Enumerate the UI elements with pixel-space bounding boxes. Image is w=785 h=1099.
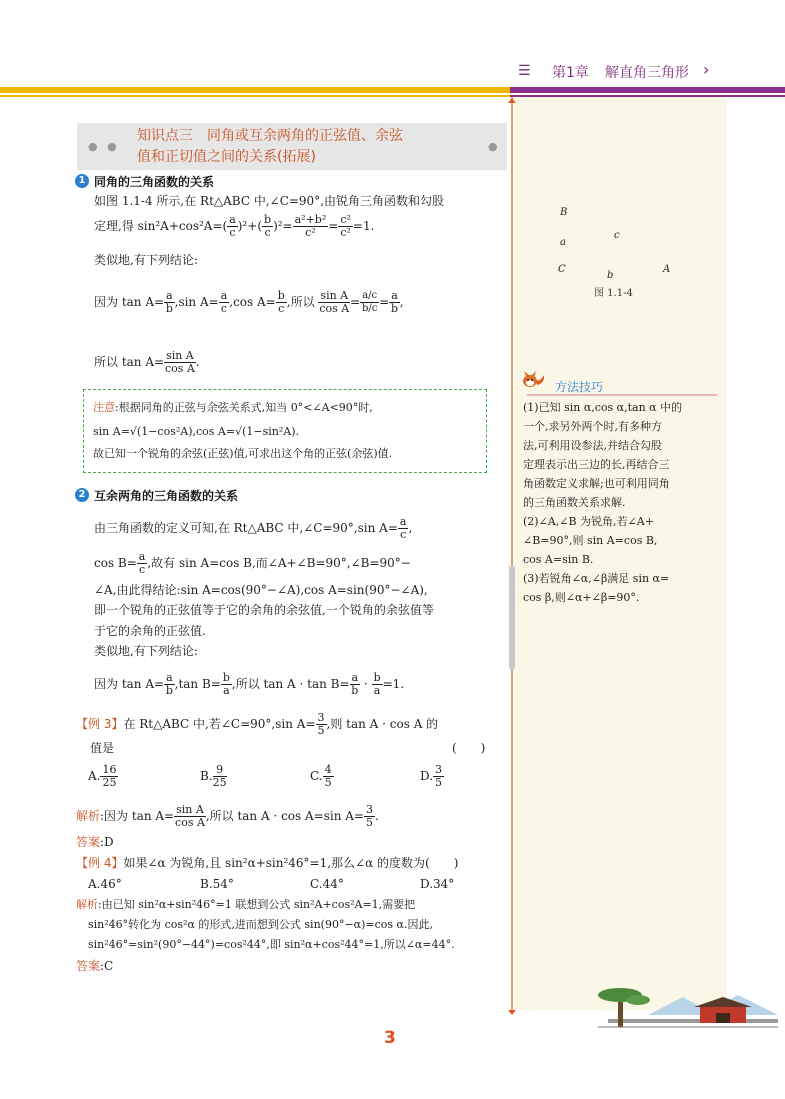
p2-tanA-label: 因为 tan A= [94, 677, 165, 691]
chapter-label: 第1章 [552, 65, 589, 81]
tips-line: 一个,求另外两个时,有多种方 [523, 420, 662, 433]
ex4-option-d[interactable]: D.34° [420, 877, 455, 891]
figure-label-b: b [607, 270, 614, 281]
part1-line4: 因为 tan A= $\frac{a}{b}$ ,sin A= $\frac{a}{c}$ ,cos A= $\frac{b}{c}$ ,所以 $\frac{\text{sin A}}{\text{cos A}}$ = $\frac{a/c}{b/c}$ = $\frac{a}{b}$ , [94, 289, 404, 315]
page-number: 3 [384, 1028, 396, 1048]
note-line2: sin A=√(1−cos²A),cos A=√(1−sin²A). [93, 425, 299, 438]
ex4-answer [76, 958, 113, 974]
tips-line: (2)∠A,∠B 为锐角,若∠A+ [523, 515, 654, 528]
number-badge-2: 2 [75, 488, 89, 502]
ex4-line1-text: 如果∠α 为锐角,且 sin²α+sin²46°=1,那么∠α 的度数为( ) [123, 856, 459, 870]
example3-answer-paren: ( ) [452, 741, 486, 755]
part1-line2-text: 定理,得 sin²A+cos²A= [94, 219, 223, 233]
number-badge-1: 1 [75, 174, 89, 188]
frac-sinA-cosA-3: $\frac{\text{sin A}}{\text{cos A}}$ [175, 803, 205, 829]
note-line3: 故已知一个锐角的余弦(正弦)值,可求出这个角的正弦(余弦)值. [93, 447, 393, 460]
p1-tan-label: 因为 tan A= [94, 295, 165, 309]
frac-sinA-cosA-2: $\frac{\text{sin A}}{\text{cos A}}$ [164, 349, 195, 375]
tips-line: (1)已知 sin α,cos α,tan α 中的 [523, 401, 683, 414]
formula-pythag: ( $\frac{a}{c}$ )²+( $\frac{b}{c}$ )²= $\frac{\text{a²+b²}}{\text{c²}}$ = $\frac{\text{c²}}{\text{c²}}$ [222, 213, 351, 239]
ex3-option-d-label: D. [420, 769, 434, 783]
tips-line: cos β,则∠α+∠β=90°. [523, 591, 640, 604]
ex3-option-b-value: $\frac{9}{25}$ [212, 763, 227, 789]
ex3-answer-label: 答案 [76, 835, 101, 849]
part1-line2-end: =1. [352, 219, 375, 233]
ex4-solution-text1: :由已知 sin²α+sin²46°=1 联想到公式 sin²A+cos²A=1,需要把 [98, 898, 416, 911]
chevron-right-icon[interactable]: › [703, 60, 710, 79]
ex3-option-d-value: $\frac{3}{5}$ [435, 763, 443, 789]
figure-caption: 图 1.1-4 [594, 288, 633, 299]
menu-icon[interactable]: ☰ [518, 63, 531, 79]
ex4-option-c[interactable]: C.44° [310, 877, 344, 891]
column-divider [511, 97, 513, 1012]
frac-b-a-2: $\frac{b}{a}$ [373, 671, 381, 697]
p1-result-label: 所以 tan A= [94, 355, 165, 369]
header-bar-yellow [0, 87, 510, 93]
part2-heading: 互余两角的三角函数的关系 [94, 489, 239, 503]
frac-3-5: $\frac{3}{5}$ [317, 711, 325, 737]
section-title [137, 126, 437, 168]
tips-underline [527, 394, 717, 396]
part1-line2 [94, 214, 374, 239]
ex4-option-a[interactable]: A.46° [88, 877, 122, 891]
tips-title: 方法技巧 [555, 380, 604, 394]
ex4-answer-label: 答案 [76, 959, 101, 973]
p2-tanB-label: ,tan B= [174, 677, 221, 691]
ex3-answer [76, 834, 114, 850]
ex3-option-c-label: C. [310, 769, 323, 783]
part1-line5: 所以 tan A= $\frac{\text{sin A}}{\text{cos A}}$ . [94, 349, 200, 375]
fox-mascot-icon [521, 367, 547, 394]
frac-a-b-4: $\frac{a}{b}$ [351, 671, 359, 697]
tips-line: cos A=sin B. [523, 553, 594, 566]
ex3-option-a-value: $\frac{16}{25}$ [102, 763, 117, 789]
frac-compound: $\frac{a/c}{b/c}$ [361, 290, 378, 314]
frac-a-b-3: $\frac{a}{b}$ [165, 671, 173, 697]
note-line1 [93, 400, 373, 416]
frac-sinA-cosA: $\frac{\text{sin A}}{\text{cos A}}$ [319, 289, 350, 315]
ex3-answer-value: :D [100, 835, 114, 849]
ex3-solution-text: :因为 tan A= [100, 809, 175, 823]
figure-label-A: A [663, 264, 671, 275]
part1-line1: 如图 1.1-4 所示,在 Rt△ABC 中,∠C=90°,由锐角三角函数和勾股 [94, 194, 445, 208]
p2-line7-end: =1. [382, 677, 405, 691]
ex3-option-a[interactable] [88, 764, 118, 789]
ex3-option-c-value: $\frac{4}{5}$ [324, 763, 332, 789]
tips-body [523, 398, 719, 607]
part2-line1: 由三角函数的定义可知,在 Rt△ABC 中,∠C=90°,sin A= $\frac{a}{c}$ , [94, 515, 413, 541]
ex3-solution-label: 解析 [76, 809, 101, 823]
chapter-title: 解直角三角形 [605, 65, 689, 81]
figure-label-B: B [560, 207, 568, 218]
header-bar-purple [510, 87, 785, 93]
part2-line3: ∠A,由此得结论:sin A=cos(90°−∠A),cos A=sin(90°−∠A), [94, 583, 428, 597]
example4-line1 [76, 855, 458, 871]
example4-label: 【例 4】 [76, 856, 124, 870]
part1-heading: 同角的三角函数的关系 [94, 175, 215, 189]
example3-line2: 值是 [90, 741, 115, 755]
tips-line: 法,可利用设参法,并结合勾股 [523, 439, 662, 452]
frac-a-b-2: $\frac{a}{b}$ [390, 289, 398, 315]
example3-label: 【例 3】 [76, 717, 124, 731]
part2-line2 [94, 551, 411, 576]
ex3-line1-text: 在 Rt△ABC 中,若∠C=90°,sin A= [123, 717, 316, 731]
tips-line: ∠B=90°,则 sin A=cos B, [523, 534, 658, 547]
dots-left-icon: ● ● [88, 140, 120, 153]
frac-a-c: $\frac{a}{c}$ [220, 289, 228, 315]
ex3-solution: 解析:因为 tan A= $\frac{\text{sin A}}{\text{cos A}}$ ,所以 tan A · cos A=sin A= $\frac{3}{5}$ . [76, 803, 379, 829]
ex3-option-a-label: A. [88, 769, 101, 783]
dots-right-icon: ● [488, 140, 501, 153]
part1-line3: 类似地,有下列结论: [94, 253, 198, 267]
note-label: 注意 [93, 401, 115, 414]
scrollbar-thumb[interactable] [509, 565, 515, 670]
ex3-option-b[interactable] [200, 764, 227, 789]
divider-arrow-bottom-icon [508, 1010, 516, 1015]
ex4-solution-line1 [76, 897, 415, 913]
section-title-line2: 值和正切值之间的关系(拓展) [137, 149, 316, 165]
frac-b-a: $\frac{b}{a}$ [222, 671, 230, 697]
p2-line1-text: 由三角函数的定义可知,在 Rt△ABC 中,∠C=90°,sin A= [94, 521, 398, 535]
tips-line: 的三角函数关系求解. [523, 496, 626, 509]
part2-line7: 因为 tan A= $\frac{a}{b}$ ,tan B= $\frac{b}{a}$ ,所以 tan A · tan B= $\frac{a}{b}$ · $\frac{b}{a}$ =1. [94, 671, 405, 697]
ex4-option-b[interactable]: B.54° [200, 877, 234, 891]
divider-arrow-top-icon [508, 98, 516, 103]
ex4-solution-line3: sin²46°=sin²(90°−44°)=cos²44°,即 sin²α+cos²44°=1,所以∠α=44°. [88, 938, 455, 951]
tips-line: (3)若锐角∠α,∠β满足 sin α= [523, 572, 670, 585]
frac-a-c-2: $\frac{a}{c}$ [399, 515, 407, 541]
header-thin-bar-yellow [0, 95, 510, 97]
note-line1-text: :根据同角的正弦与余弦关系式,知当 0°<∠A<90°时, [115, 401, 373, 414]
ex3-option-d[interactable] [420, 764, 444, 789]
ex3-solution-text2: ,所以 tan A · cos A=sin A= [205, 809, 364, 823]
section-title-line1: 知识点三 同角或互余两角的正弦值、余弦 [137, 128, 403, 144]
p1-cos-label: ,cos A= [229, 295, 276, 309]
ex4-solution-line2: sin²46°转化为 cos²α 的形式,进而想到公式 sin(90°−α)=cos α.因此, [88, 918, 433, 931]
frac-3-5-2: $\frac{3}{5}$ [366, 803, 373, 829]
frac-a-b: $\frac{a}{b}$ [165, 289, 173, 315]
figure-label-a: a [560, 237, 566, 248]
ex3-option-b-label: B. [200, 769, 213, 783]
frac-b-c: $\frac{b}{c}$ [277, 289, 285, 315]
frac-a-c-3: $\frac{a}{c}$ [138, 550, 146, 576]
example3-line1 [76, 712, 438, 737]
p1-sin-label: ,sin A= [174, 295, 219, 309]
p2-product-label: ,所以 tan A · tan B= [231, 677, 350, 691]
figure-label-c: c [614, 230, 620, 241]
ex3-option-c[interactable] [310, 764, 334, 789]
p2-cosB-label: cos B= [94, 556, 137, 570]
ex4-solution-label: 解析 [76, 898, 98, 911]
tips-line: 定理表示出三边的长,再结合三 [523, 458, 670, 471]
tips-line: 角函数定义求解;也可利用同角 [523, 477, 670, 490]
p2-line2-text: ,故有 sin A=cos B,而∠A+∠B=90°,∠B=90°− [147, 556, 411, 570]
part2-line4: 即一个锐角的正弦值等于它的余角的余弦值,一个锐角的余弦值等 [94, 603, 434, 617]
part2-line6: 类似地,有下列结论: [94, 644, 198, 658]
ex3-line1-end: ,则 tan A · cos A 的 [326, 717, 439, 731]
p1-so-label: ,所以 [286, 295, 315, 309]
ex4-answer-value: :C [100, 959, 114, 973]
landscape-illustration [588, 975, 785, 1038]
part2-line5: 于它的余角的正弦值. [94, 624, 206, 638]
figure-label-C: C [558, 264, 566, 275]
